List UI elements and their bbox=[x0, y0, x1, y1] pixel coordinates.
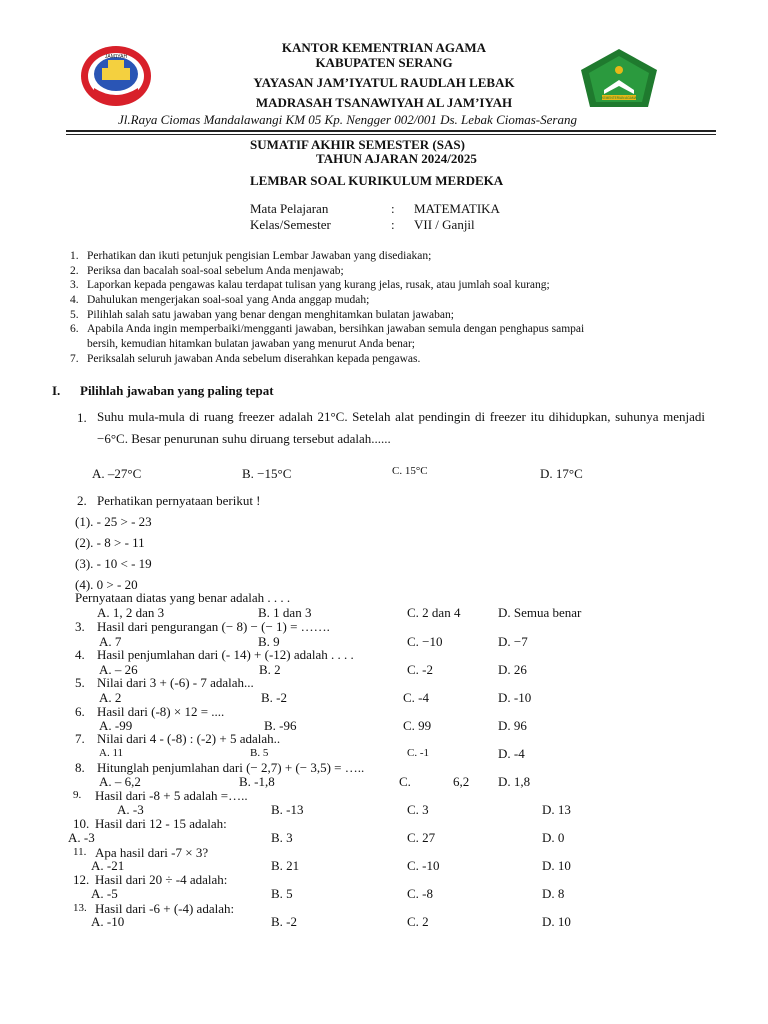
option-b[interactable]: B. −15°C bbox=[242, 466, 292, 481]
question-text: Perhatikan pernyataan berikut ! bbox=[97, 493, 261, 508]
option-a[interactable]: A. 7 bbox=[99, 634, 122, 649]
option-d[interactable]: D. 10 bbox=[542, 858, 571, 873]
header-address: Jl.Raya Ciomas Mandalawangi KM 05 Kp. Nengger 002/001 Ds. Lebak Ciomas-Serang bbox=[118, 112, 577, 127]
option-d[interactable]: D. Semua benar bbox=[498, 605, 582, 620]
statement: (2). - 8 > - 11 bbox=[75, 535, 145, 550]
option-b[interactable]: B. 5 bbox=[271, 886, 293, 901]
question-number: 10. bbox=[73, 816, 90, 831]
question-text: Hasil dari 20 ÷ -4 adalah: bbox=[95, 872, 228, 887]
instruction-text: Perhatikan dan ikuti petunjuk pengisian Lembar Jawaban yang disediakan; bbox=[87, 250, 432, 262]
option-b[interactable]: B. 21 bbox=[271, 858, 300, 873]
instruction-number: 4. bbox=[70, 294, 79, 306]
question-text: Apa hasil dari -7 × 3? bbox=[95, 845, 209, 860]
question-text: Hasil dari -8 + 5 adalah =….. bbox=[95, 788, 248, 803]
option-b[interactable]: B. -13 bbox=[271, 802, 304, 817]
instruction-number: 2. bbox=[70, 265, 79, 277]
option-b[interactable]: B. 2 bbox=[259, 662, 281, 677]
question-number: 5. bbox=[75, 675, 85, 690]
option-a[interactable]: A. -5 bbox=[91, 886, 118, 901]
instruction-number: 1. bbox=[70, 250, 79, 262]
kemenag-logo-text: KEMENTERIAN AGAMA bbox=[601, 96, 637, 100]
option-d[interactable]: D. -10 bbox=[498, 690, 532, 705]
option-d[interactable]: D. 10 bbox=[542, 914, 571, 929]
instruction-text: bersih, kemudian hitamkan bulatan jawaban yang menurut Anda benar; bbox=[87, 338, 415, 350]
statement: (3). - 10 < - 19 bbox=[75, 556, 152, 571]
instruction-number: 3. bbox=[70, 279, 79, 291]
option-a[interactable]: A. 2 bbox=[99, 690, 122, 705]
school-logo-text: JAM'IYAH bbox=[104, 54, 128, 60]
option-a[interactable]: A. 11 bbox=[99, 747, 124, 759]
option-c[interactable]: C. 99 bbox=[403, 718, 432, 733]
option-a[interactable]: A. 1, 2 dan 3 bbox=[97, 605, 165, 620]
question-number: 6. bbox=[75, 704, 85, 719]
header-line-4: MADRASAH TSANAWIYAH AL JAM’IYAH bbox=[255, 95, 513, 110]
option-c[interactable]: C. 2 dan 4 bbox=[407, 605, 461, 620]
option-a[interactable]: A. –27°C bbox=[92, 466, 142, 481]
question-text: Hasil penjumlahan dari (- 14) + (-12) adalah . . . . bbox=[97, 647, 354, 662]
statement: (4). 0 > - 20 bbox=[75, 577, 138, 592]
question-text: Hitunglah penjumlahan dari (− 2,7) + (− 3,5) = ….. bbox=[97, 760, 365, 775]
instruction-text: Periksalah seluruh jawaban Anda sebelum diserahkan kepada pengawas. bbox=[87, 353, 421, 365]
option-c[interactable]: C. -8 bbox=[407, 886, 433, 901]
question-text: Hasil dari 12 - 15 adalah: bbox=[95, 816, 227, 831]
statement: (1). - 25 > - 23 bbox=[75, 514, 152, 529]
section-title: Pilihlah jawaban yang paling tepat bbox=[80, 383, 274, 398]
header-divider bbox=[66, 130, 716, 132]
option-c[interactable]: C. bbox=[399, 774, 411, 789]
subject-value: MATEMATIKA bbox=[414, 201, 500, 216]
question-text: Hasil dari (-8) × 12 = .... bbox=[97, 704, 225, 719]
option-b[interactable]: B. 9 bbox=[258, 634, 280, 649]
option-d[interactable]: D. -4 bbox=[498, 746, 525, 761]
question-text: Hasil dari pengurangan (− 8) − (− 1) = ……. bbox=[97, 619, 330, 634]
instruction-text: Apabila Anda ingin memperbaiki/mengganti jawaban, bersihkan jawaban semula dengan penghapus sampai bbox=[87, 323, 585, 335]
question-number: 3. bbox=[75, 619, 85, 634]
instruction-text: Dahulukan mengerjakan soal-soal yang Anda anggap mudah; bbox=[87, 294, 370, 306]
option-a[interactable]: A. -3 bbox=[68, 830, 95, 845]
header-line-1: KANTOR KEMENTRIAN AGAMA bbox=[281, 40, 487, 55]
option-d[interactable]: D. 17°C bbox=[540, 466, 583, 481]
question-number: 12. bbox=[73, 872, 90, 887]
class-separator: : bbox=[391, 217, 395, 232]
question-number: 7. bbox=[75, 731, 85, 746]
question-number: 1. bbox=[77, 410, 87, 425]
header-line-2: KABUPATEN SERANG bbox=[315, 55, 453, 70]
option-a[interactable]: A. -21 bbox=[91, 858, 125, 873]
question-number: 8. bbox=[75, 760, 85, 775]
option-d[interactable]: D. 26 bbox=[498, 662, 527, 677]
option-d[interactable]: D. 0 bbox=[542, 830, 565, 845]
header-divider-thin bbox=[66, 134, 716, 135]
question-text: Nilai dari 4 - (-8) : (-2) + 5 adalah.. bbox=[97, 731, 281, 746]
option-b[interactable]: B. 1 dan 3 bbox=[258, 605, 312, 620]
question-number: 9. bbox=[73, 789, 82, 801]
option-b[interactable]: B. -2 bbox=[261, 690, 287, 705]
class-value: VII / Ganjil bbox=[414, 217, 475, 232]
option-c[interactable]: C. 3 bbox=[407, 802, 429, 817]
question-number: 4. bbox=[75, 647, 85, 662]
question-text: Hasil dari -6 + (-4) adalah: bbox=[95, 901, 235, 916]
option-b[interactable]: B. 5 bbox=[250, 747, 269, 759]
option-d[interactable]: D. 13 bbox=[542, 802, 571, 817]
header-line-3: YAYASAN JAM’IYATUL RAUDLAH LEBAK bbox=[253, 75, 515, 90]
option-a[interactable]: A. -10 bbox=[91, 914, 125, 929]
instruction-number: 5. bbox=[70, 309, 79, 321]
option-c[interactable]: C. -2 bbox=[407, 662, 433, 677]
option-a[interactable]: A. -3 bbox=[117, 802, 144, 817]
instruction-text: Pilihlah salah satu jawaban yang benar dengan menghitamkan bulatan jawaban; bbox=[87, 309, 454, 321]
option-a[interactable]: A. – 26 bbox=[99, 662, 138, 677]
section-number: I. bbox=[52, 383, 61, 398]
option-c[interactable]: C. 27 bbox=[407, 830, 436, 845]
option-c[interactable]: C. -10 bbox=[407, 858, 440, 873]
question-number: 13. bbox=[73, 902, 87, 914]
option-b[interactable]: B. -2 bbox=[271, 914, 297, 929]
exam-title-2: TAHUN AJARAN 2024/2025 bbox=[316, 151, 477, 166]
question-prompt: Pernyataan diatas yang benar adalah . . . . bbox=[75, 590, 291, 605]
option-b[interactable]: B. -1,8 bbox=[239, 774, 275, 789]
instruction-number: 6. bbox=[70, 323, 79, 335]
option-c[interactable]: C. -4 bbox=[403, 690, 429, 705]
option-c-value: 6,2 bbox=[453, 774, 470, 789]
option-c[interactable]: C. −10 bbox=[407, 634, 443, 649]
question-text: Suhu mula-mula di ruang freezer adalah 21°C. Setelah alat pendingin di freezer itu dihidupkan, suhunya menjadi −6°C. Besar penurunan suhu diruang tersebut adalah...... bbox=[97, 409, 705, 446]
option-d[interactable]: D. 8 bbox=[542, 886, 565, 901]
option-c[interactable]: C. 2 bbox=[407, 914, 429, 929]
option-d[interactable]: D. 1,8 bbox=[498, 774, 531, 789]
option-c[interactable]: C. 15°C bbox=[392, 465, 428, 477]
question-number: 2. bbox=[77, 493, 87, 508]
subject-label: Mata Pelajaran bbox=[250, 201, 329, 216]
option-b[interactable]: B. 3 bbox=[271, 830, 293, 845]
instruction-text: Periksa dan bacalah soal-soal sebelum Anda menjawab; bbox=[87, 265, 344, 277]
exam-title-3: LEMBAR SOAL KURIKULUM MERDEKA bbox=[250, 173, 504, 188]
subject-separator: : bbox=[391, 201, 395, 216]
option-c[interactable]: C. -1 bbox=[407, 747, 429, 759]
instruction-text: Laporkan kepada pengawas kalau terdapat tulisan yang kurang jelas, rusak, atau jumlah soal kurang; bbox=[87, 279, 550, 291]
option-a[interactable]: A. -99 bbox=[99, 718, 133, 733]
option-a[interactable]: A. – 6,2 bbox=[99, 774, 141, 789]
question-text: Nilai dari 3 + (-6) - 7 adalah... bbox=[97, 675, 254, 690]
exam-title-1: SUMATIF AKHIR SEMESTER (SAS) bbox=[250, 137, 465, 152]
option-d[interactable]: D. 96 bbox=[498, 718, 527, 733]
option-b[interactable]: B. -96 bbox=[264, 718, 297, 733]
question-number: 11. bbox=[73, 846, 87, 858]
instruction-number: 7. bbox=[70, 353, 79, 365]
class-label: Kelas/Semester bbox=[250, 217, 331, 232]
option-d[interactable]: D. −7 bbox=[498, 634, 528, 649]
